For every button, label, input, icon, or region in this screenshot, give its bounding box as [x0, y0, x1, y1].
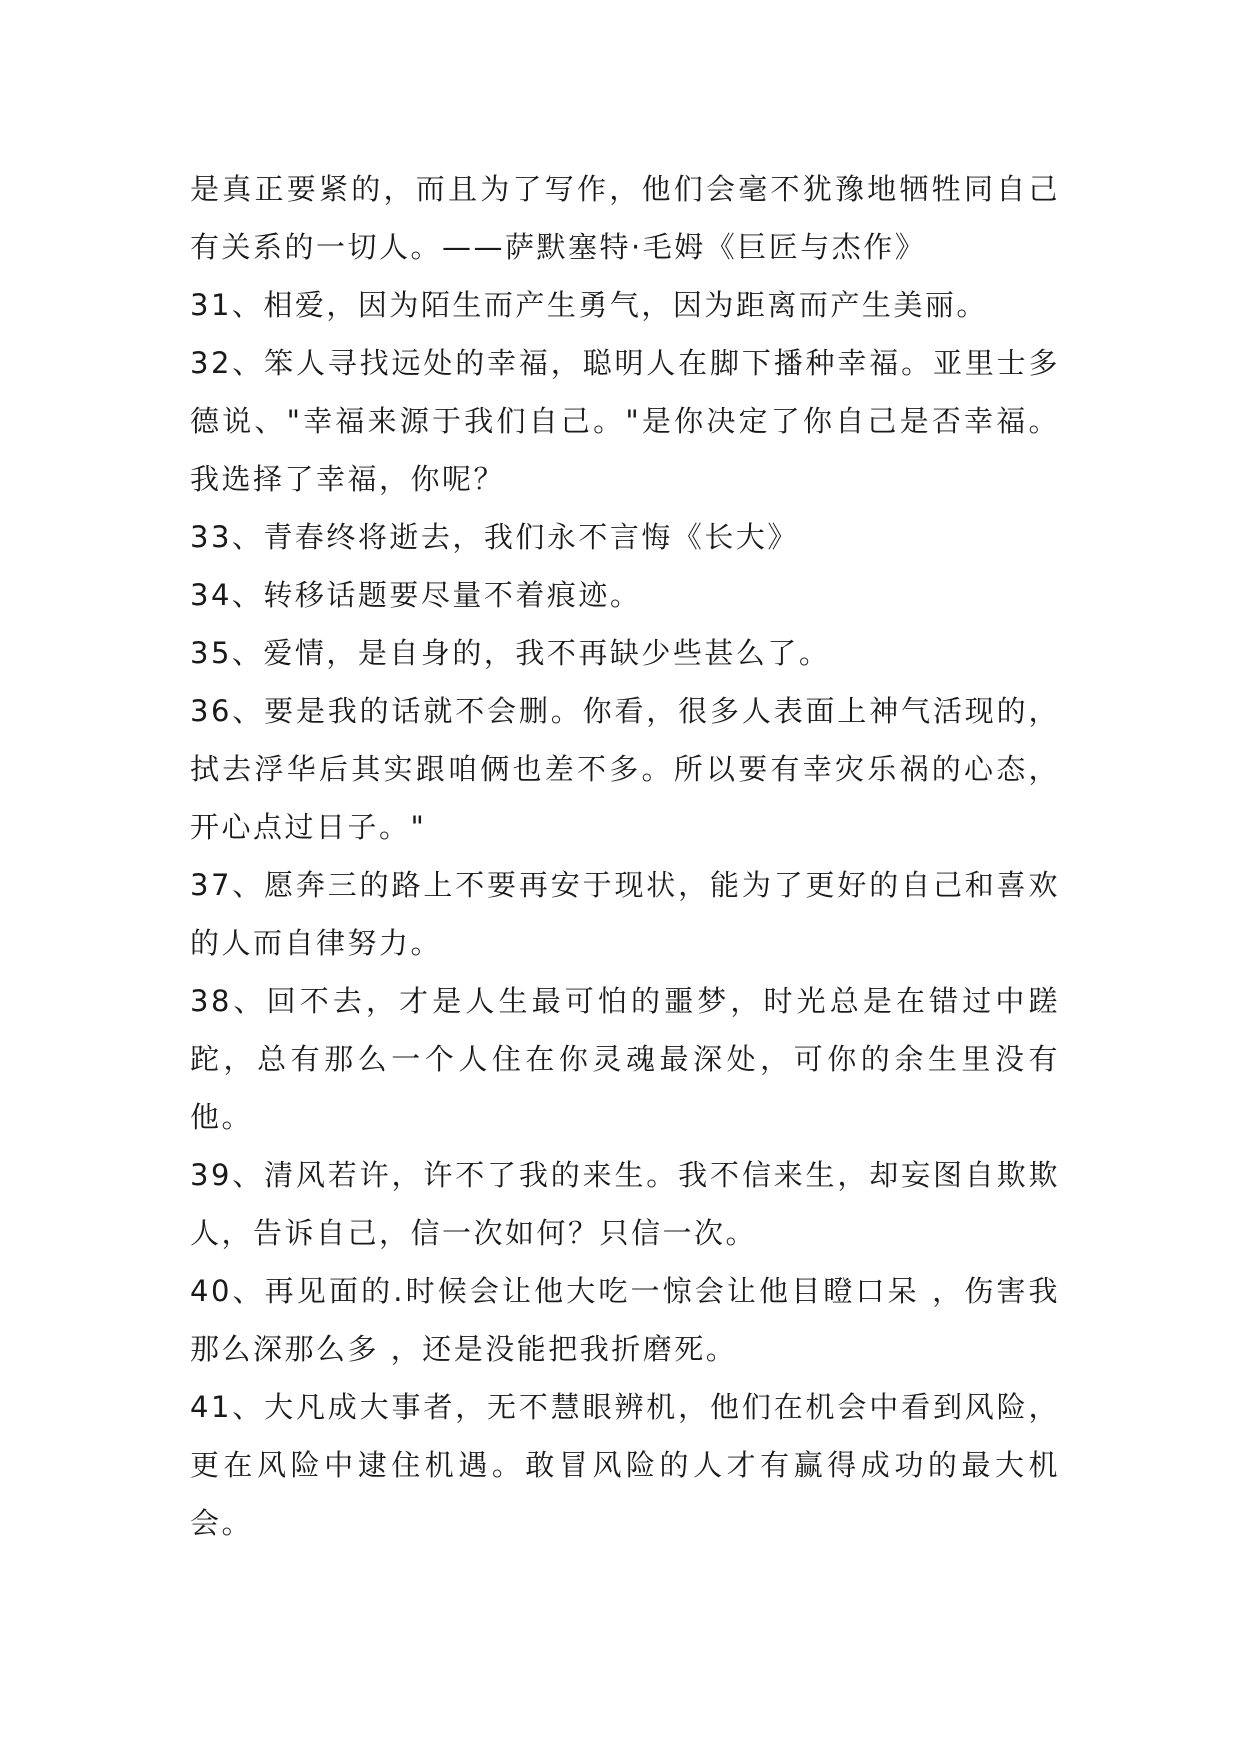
quote-31: 31、相爱，因为陌生而产生勇气，因为距离而产生美丽。	[190, 288, 988, 322]
document-body	[190, 160, 1060, 1552]
quote-35: 35、爱情，是自身的，我不再缺少些甚么了。	[190, 636, 831, 670]
quote-36: 36、要是我的话就不会删。你看，很多人表面上神气活现的，拭去浮华后其实跟咱俩也差不多。所以要有幸灾乐祸的心态，开心点过日子。"	[190, 694, 1060, 844]
quote-38: 38、回不去，才是人生最可怕的噩梦，时光总是在错过中蹉跎，总有那么一个人住在你灵魂最深处，可你的余生里没有他。	[190, 984, 1060, 1134]
paragraph-continuation: 是真正要紧的，而且为了写作，他们会毫不犹豫地牺牲同自己有关系的一切人。——萨默塞特·毛姆《巨匠与杰作》	[190, 172, 1060, 264]
quote-37: 37、愿奔三的路上不要再安于现状，能为了更好的自己和喜欢的人而自律努力。	[190, 868, 1060, 960]
quote-33: 33、青春终将逝去，我们永不言悔《长大》	[190, 520, 799, 554]
quote-39: 39、清风若许，许不了我的来生。我不信来生，却妄图自欺欺人，告诉自己，信一次如何？只信一次。	[190, 1158, 1060, 1250]
quote-41: 41、大凡成大事者，无不慧眼辨机，他们在机会中看到风险，更在风险中逮住机遇。敢冒风险的人才有赢得成功的最大机会。	[190, 1390, 1060, 1540]
quote-32: 32、笨人寻找远处的幸福，聪明人在脚下播种幸福。亚里士多德说、"幸福来源于我们自己。"是你决定了你自己是否幸福。我选择了幸福，你呢？	[190, 346, 1060, 496]
quote-34: 34、转移话题要尽量不着痕迹。	[190, 578, 642, 612]
quote-40: 40、再见面的.时候会让他大吃一惊会让他目瞪口呆 ，伤害我那么深那么多 ，还是没能把我折磨死。	[190, 1274, 1060, 1366]
